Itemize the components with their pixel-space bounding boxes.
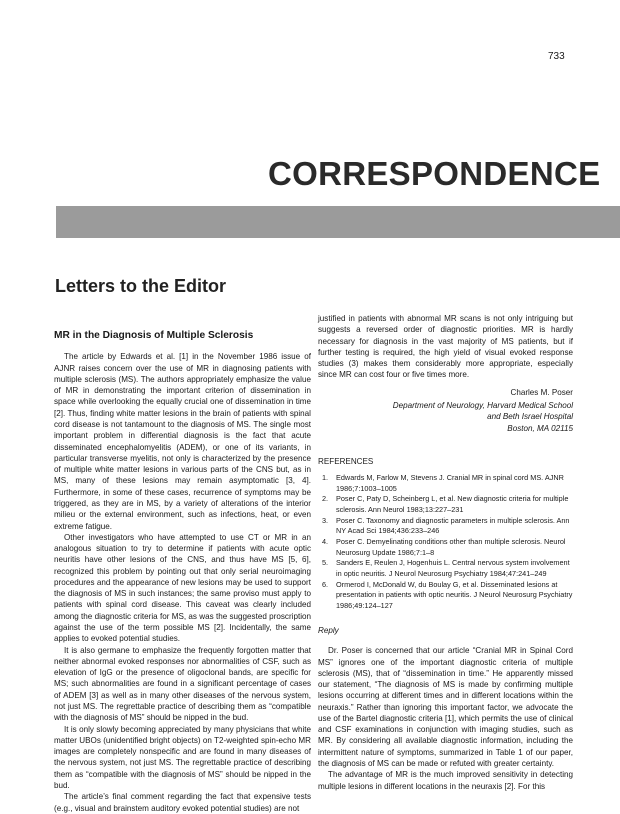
reference-number: 4. bbox=[322, 537, 329, 547]
letter-title: MR in the Diagnosis of Multiple Sclerosis bbox=[54, 330, 254, 341]
correspondence-heading: CORRESPONDENCE bbox=[268, 155, 601, 192]
reference-item bbox=[318, 558, 573, 579]
letter-paragraph: justified in patients with abnormal MR scans is not only intriguing but suggests a reversed order of diagnostic priorities. MR is hardly necessary for diagnosis in the vast majority of MS patients, but if further testing is required, the high yield of visual evoked response studies (3) makes them considerably more appropriate, especially since MR can cost four or five times more. bbox=[318, 314, 573, 380]
reference-text: Sanders E, Reulen J, Hogenhuis L. Central nervous system involvement in optic neuritis. J Neurol Neurosurg Psychiatry 1984;47:241–249 bbox=[336, 558, 570, 578]
right-column bbox=[318, 313, 573, 792]
letter-paragraph: The article by Edwards et al. [1] in the November 1986 issue of AJNR raises concern over the use of MR in diagnosing patients with multiple sclerosis (MS). The authors appropriately emphasize the value of MR in demonstrating the important criterion of dissemination in space while overlooking the equally crucial one of dissemination in time [2]. Thus, finding white matter lesions in the brain of patients with spinal cord disease is not tantamount to the diagnosis of MS. The single most important problem in differential diagnosis is the fact that acute disseminated encephalomyelitis (ADEM), or one of its variants, in particular transverse myelitis, not only is characterized by the presence of multiple white matter lesions in various parts of the CNS but, as in MS, many of these lesions may remain asymptomatic [3, 4]. Furthermore, in some of these cases, recurrence of symptoms may be triggered, as they are in MS, by a variety of alterations of the interior milieu or the external environment, such as infections, heat, or even extreme fatigue. bbox=[54, 352, 311, 531]
reply-paragraph: Dr. Poser is concerned that our article “Cranial MR in Spinal Cord MS” ignores one of the important diagnostic criteria of multiple sclerosis (MS), that of “dissemination in time.” He apparently missed our statement, “The diagnosis of MS is made by confirming multiple lesions occurring at different times and in different locations within the neuraxis.” Rather than ignoring this important factor, we advocate the use of the Bartel diagnostic criteria [1], which permits the use of clinical and CSF examinations in conjunction with imaging studies, such as MR. By considering all available diagnostic information, including the intermittent nature of symptoms, summarized in Table 1 of our paper, the diagnosis of MS can be made or refuted with greater certainty. bbox=[318, 646, 573, 769]
letter-paragraph: The article’s final comment regarding the fact that expensive tests (e.g., visual and brainstem auditory evoked potential studies) are not bbox=[54, 792, 311, 813]
left-column bbox=[54, 330, 311, 814]
reference-item bbox=[318, 580, 573, 611]
affiliation-line: and Beth Israel Hospital bbox=[487, 412, 573, 422]
reference-number: 3. bbox=[322, 515, 329, 525]
affiliation-line: Boston, MA 02115 bbox=[507, 423, 573, 433]
reference-text: Ormerod I, McDonald W, du Boulay G, et al. Disseminated lesions at presentation in patients with optic neuritis. J Neurol Neurosurg Psychiatry 1986;49:124–127 bbox=[336, 579, 573, 610]
letter-paragraph: It is only slowly becoming appreciated by many physicians that white matter UBOs (unidentified bright objects) on T2-weighted spin-echo MR images are completely nonspecific and are found in many diseases of the nervous system, not just MS. The regrettable practice of describing them as “compatible with the diagnosis of MS” should be nipped in the bud. bbox=[54, 724, 311, 790]
signature-block bbox=[318, 387, 573, 434]
reference-number: 2. bbox=[322, 494, 329, 504]
reference-item bbox=[318, 516, 573, 537]
references-list bbox=[318, 473, 573, 611]
reference-text: Edwards M, Farlow M, Stevens J. Cranial MR in spinal cord MS. AJNR 1986;7:1003–1005 bbox=[336, 473, 564, 493]
header-band bbox=[56, 206, 620, 238]
reference-number: 1. bbox=[322, 473, 329, 483]
references-heading: REFERENCES bbox=[318, 456, 374, 466]
reference-text: Poser C, Paty D, Scheinberg L, et al. New diagnostic criteria for multiple sclerosis. Ann Neurol 1983;13:227–231 bbox=[336, 494, 569, 514]
reply-paragraph: The advantage of MR is the much improved sensitivity in detecting multiple lesions in different locations in the neuraxis [2]. For this bbox=[318, 770, 573, 791]
reference-item bbox=[318, 537, 573, 558]
page-number: 733 bbox=[548, 51, 565, 62]
reference-number: 6. bbox=[322, 579, 329, 589]
section-title: Letters to the Editor bbox=[55, 276, 227, 296]
reference-text: Poser C. Demyelinating conditions other than multiple sclerosis. Neurol Neurosurg Update 1986;7:1–8 bbox=[336, 537, 566, 557]
reference-number: 5. bbox=[322, 558, 329, 568]
affiliation-line: Department of Neurology, Harvard Medical School bbox=[392, 400, 573, 410]
author-name: Charles M. Poser bbox=[510, 387, 573, 397]
reply-heading: Reply bbox=[318, 625, 339, 635]
reference-item bbox=[318, 473, 573, 494]
reference-text: Poser C. Taxonomy and diagnostic parameters in multiple sclerosis. Ann NY Acad Sci 1984;436:233–246 bbox=[336, 515, 570, 536]
reference-item bbox=[318, 494, 573, 515]
letter-paragraph: Other investigators who have attempted to use CT or MR in an analogous situation to try to determine if patients with acute optic neuritis have other lesions of the CNS, and thus have MS [5, 6], recognized this problem by pointing out that only serial neuroimaging procedures and the appearance of new lesions may be used to support the diagnosis of MS in such instances; the same proviso must apply to patients with spinal cord disease. This caveat was clearly included among the diagnostic criteria for MS, as was the suggested proscription against the use of the term possible MS [2]. Incidentally, the same applies to evoked potential studies. bbox=[54, 532, 311, 644]
letter-paragraph: It is also germane to emphasize the frequently forgotten matter that neither abnormal evoked responses nor abnormalities of CSF, such as elevation of IgG or the presence of oligoclonal bands, are specific for MS; such abnormalities are found in a significant percentage of cases of ADEM [3] as well as in many other diseases of the nervous system, not just MS. The regrettable practice of describing them as “compatible with the diagnosis of MS” should be nipped in the bud. bbox=[54, 645, 311, 723]
